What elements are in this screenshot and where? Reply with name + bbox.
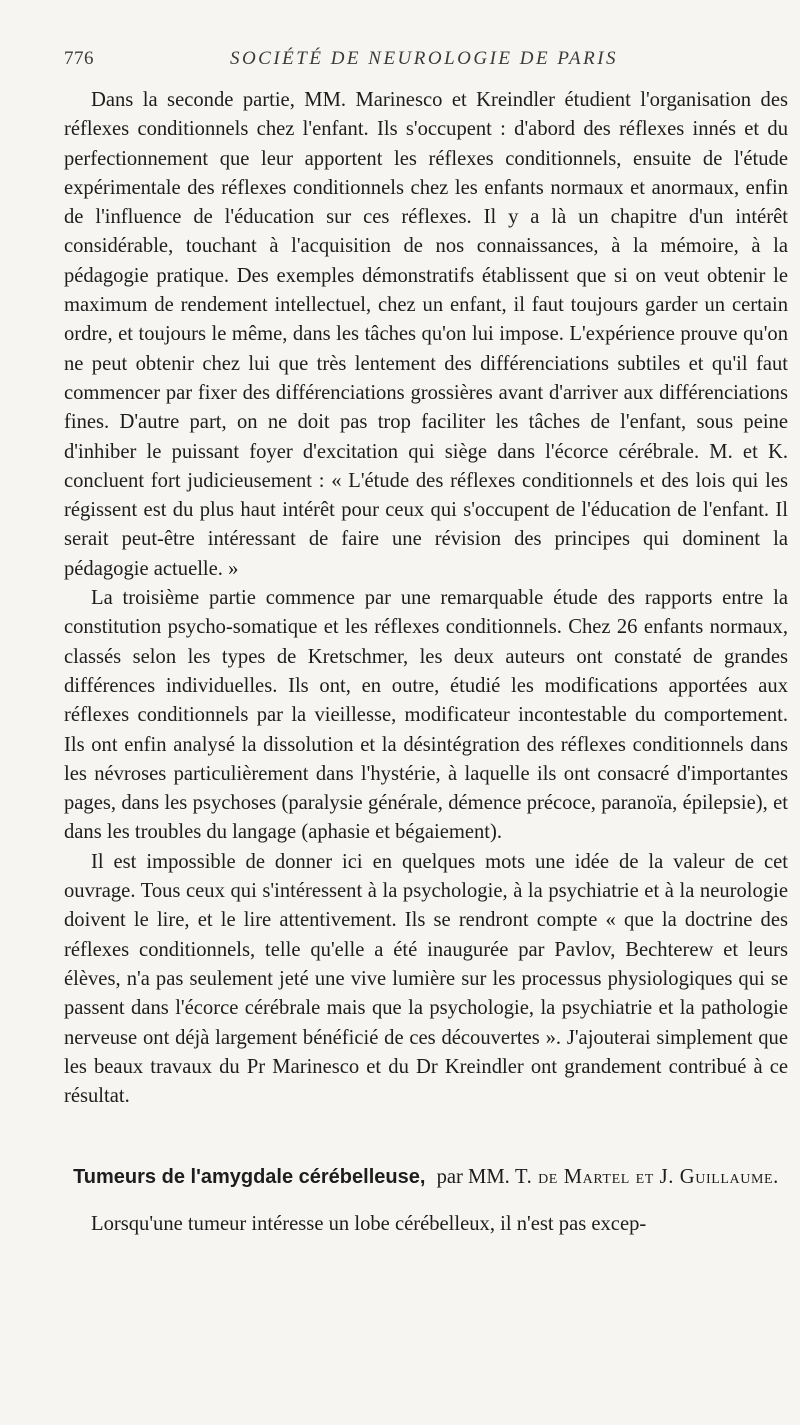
body-text: [64, 86, 788, 1240]
paragraph-second-part: Dans la seconde partie, MM. Marinesco et Kreindler étudient l'organisation des réflexes conditionnels chez l'enfant. Ils s'occupent : d'abord des réflexes innés et du perfectionnement que leur apportent les réflexes conditionnels, ensuite de l'étude expérimentale des réflexes conditionnels chez les enfants normaux et anormaux, enfin de l'influence de l'éducation sur ces réflexes. Il y a là un chapitre d'un intérêt considérable, touchant à l'acquisition de nos connaissances, à la mémoire, à la pédagogie pratique. Des exemples démonstratifs établissent que si on veut obtenir le maximum de rendement intellectuel, chez un enfant, il faut toujours garder un certain ordre, et toujours le même, dans les tâches qu'on lui impose. L'expérience prouve qu'on ne peut obtenir chez lui que très lentement des différenciations subtiles et qu'il faut commencer par fixer des différenciations grossières avant d'arriver aux différenciations fines. D'autre part, on ne doit pas trop faciliter les tâches de l'enfant, sous peine d'inhiber le puissant foyer d'excitation qui siège dans l'écorce cérébrale. M. et K. concluent fort judicieusement : « L'étude des réflexes conditionnels et des lois qui les régissent est du plus haut intérêt pour ceux qui s'occupent de l'éducation de l'enfant. Il serait peut-être intéressant de faire une révision des principes qui dominent la pédagogie actuelle. »: [64, 89, 788, 580]
running-title: SOCIÉTÉ DE NEUROLOGIE DE PARIS: [229, 48, 619, 69]
running-head: [64, 48, 784, 74]
section-spacer: [64, 1111, 788, 1163]
paragraph-conclusion: Il est impossible de donner ici en quelques mots une idée de la valeur de cet ouvrage. Tous ceux qui s'intéressent à la psychologie, à la psychiatrie et à la neurologie doivent le lire, et le lire attentivement. Ils se rendront compte « que la doctrine des réflexes conditionnels, telle qu'elle a été inaugurée par Pavlov, Bechterew et leurs élèves, n'a pas seulement jeté une vive lumière sur les processus physiologiques qui se passent dans l'écorce cérébrale mais que la psychologie, la psychiatrie et la pathologie nerveuse ont déjà largement bénéficié de ces découvertes ». J'ajouterai simplement que les beaux travaux du Pr Marinesco et du Dr Kreindler ont grandement contribué à ce résultat.: [64, 850, 788, 1108]
section-authors: T. de Martel et J. Guillaume.: [514, 1166, 779, 1189]
page-number: 776: [64, 48, 94, 69]
section-title: Tumeurs de l'amygdale cérébelleuse,: [73, 1166, 426, 1189]
paragraph-third-part: La troisième partie commence par une remarquable étude des rapports entre la constitution psycho-somatique et les réflexes conditionnels. Chez 26 enfants normaux, classés selon les types de Kretschmer, les deux auteurs ont constaté de grandes différences individuelles. Ils ont, en outre, étudié les modifications apportées aux réflexes conditionnels par la vieillesse, modificateur incontestable du comportement. Ils ont enfin analysé la dissolution et la désintégration des réflexes conditionnels dans les névroses particulièrement dans l'hystérie, à laquelle ils ont consacré d'importantes pages, dans les psychoses (paralysie générale, démence précoce, paranoïa, épilepsie), et dans les troubles du langage (aphasie et bégaiement).: [64, 587, 788, 844]
section-first-line: Lorsqu'une tumeur intéresse un lobe cérébelleux, il n'est pas excep-: [91, 1213, 647, 1236]
section-heading: [64, 1163, 788, 1192]
section-byline: par MM.: [436, 1166, 510, 1189]
